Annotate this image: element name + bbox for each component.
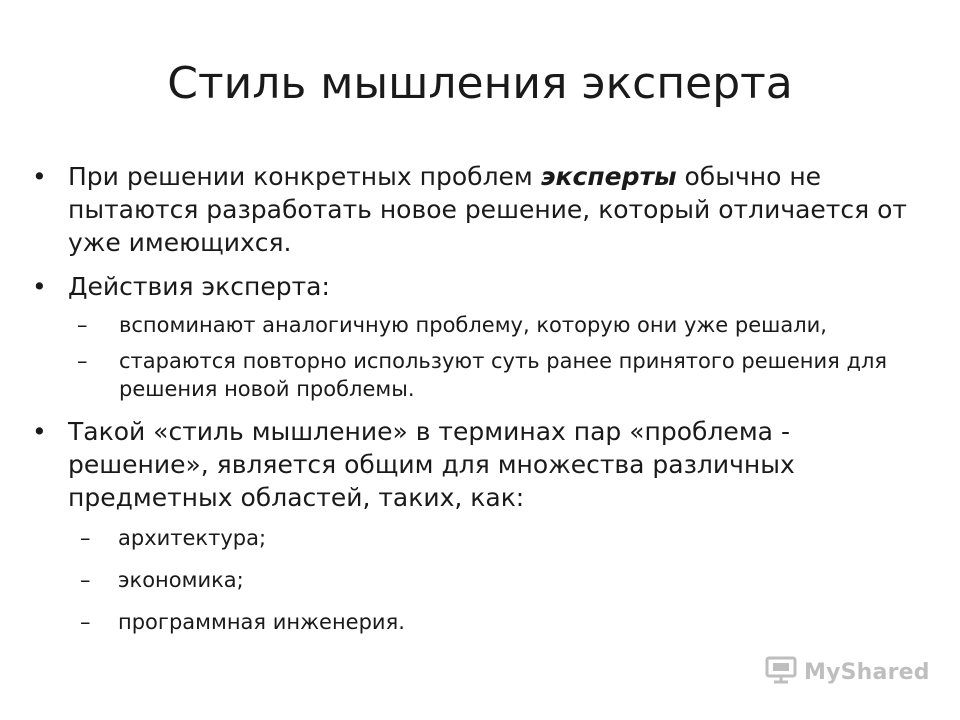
- slide-title: Стиль мышления эксперта: [167, 58, 793, 109]
- bullet-item-1-text-before: При решении конкретных проблем: [68, 162, 541, 191]
- dash-icon: –: [80, 610, 91, 634]
- sub-item: [32, 608, 912, 636]
- sub-item: [32, 311, 912, 339]
- sub-item-text: вспоминают аналогичную проблему, которую они уже решали,: [119, 313, 827, 337]
- bullet-item-1: [32, 160, 912, 259]
- dash-icon: –: [80, 568, 91, 592]
- bullet-item-2: [32, 270, 912, 303]
- watermark-text: MyShared: [804, 659, 930, 685]
- sub-item-text: архитектура;: [118, 526, 267, 550]
- slide-content: [32, 160, 912, 650]
- dash-icon: –: [80, 526, 91, 550]
- dash-icon: –: [77, 349, 88, 373]
- projector-screen-icon: [764, 655, 798, 689]
- sub-item: [32, 524, 912, 552]
- sub-item: [32, 347, 912, 403]
- watermark-logo: [764, 652, 930, 692]
- dash-icon: –: [77, 313, 88, 337]
- bullet-item-1-text-after: обычно не пытаются разработать новое решение, который отличается от уже имеющихся.: [68, 162, 907, 257]
- bullet-icon: •: [32, 272, 47, 301]
- sub-item: [32, 566, 912, 594]
- sub-item-text: экономика;: [118, 568, 244, 592]
- sub-item-text: стараются повторно используют суть ранее принятого решения для решения новой проблемы.: [119, 349, 888, 401]
- bullet-item-1-emphasis: эксперты: [540, 162, 677, 191]
- bullet-icon: •: [32, 162, 47, 191]
- bullet-item-3-text: Такой «стиль мышление» в терминах пар «проблема - решение», является общим для множества различных предметных областей, таких, как:: [68, 417, 795, 512]
- bullet-item-3: [32, 415, 912, 514]
- bullet-item-2-text: Действия эксперта:: [68, 272, 330, 301]
- bullet-icon: •: [32, 417, 47, 446]
- sub-item-text: программная инженерия.: [118, 610, 405, 634]
